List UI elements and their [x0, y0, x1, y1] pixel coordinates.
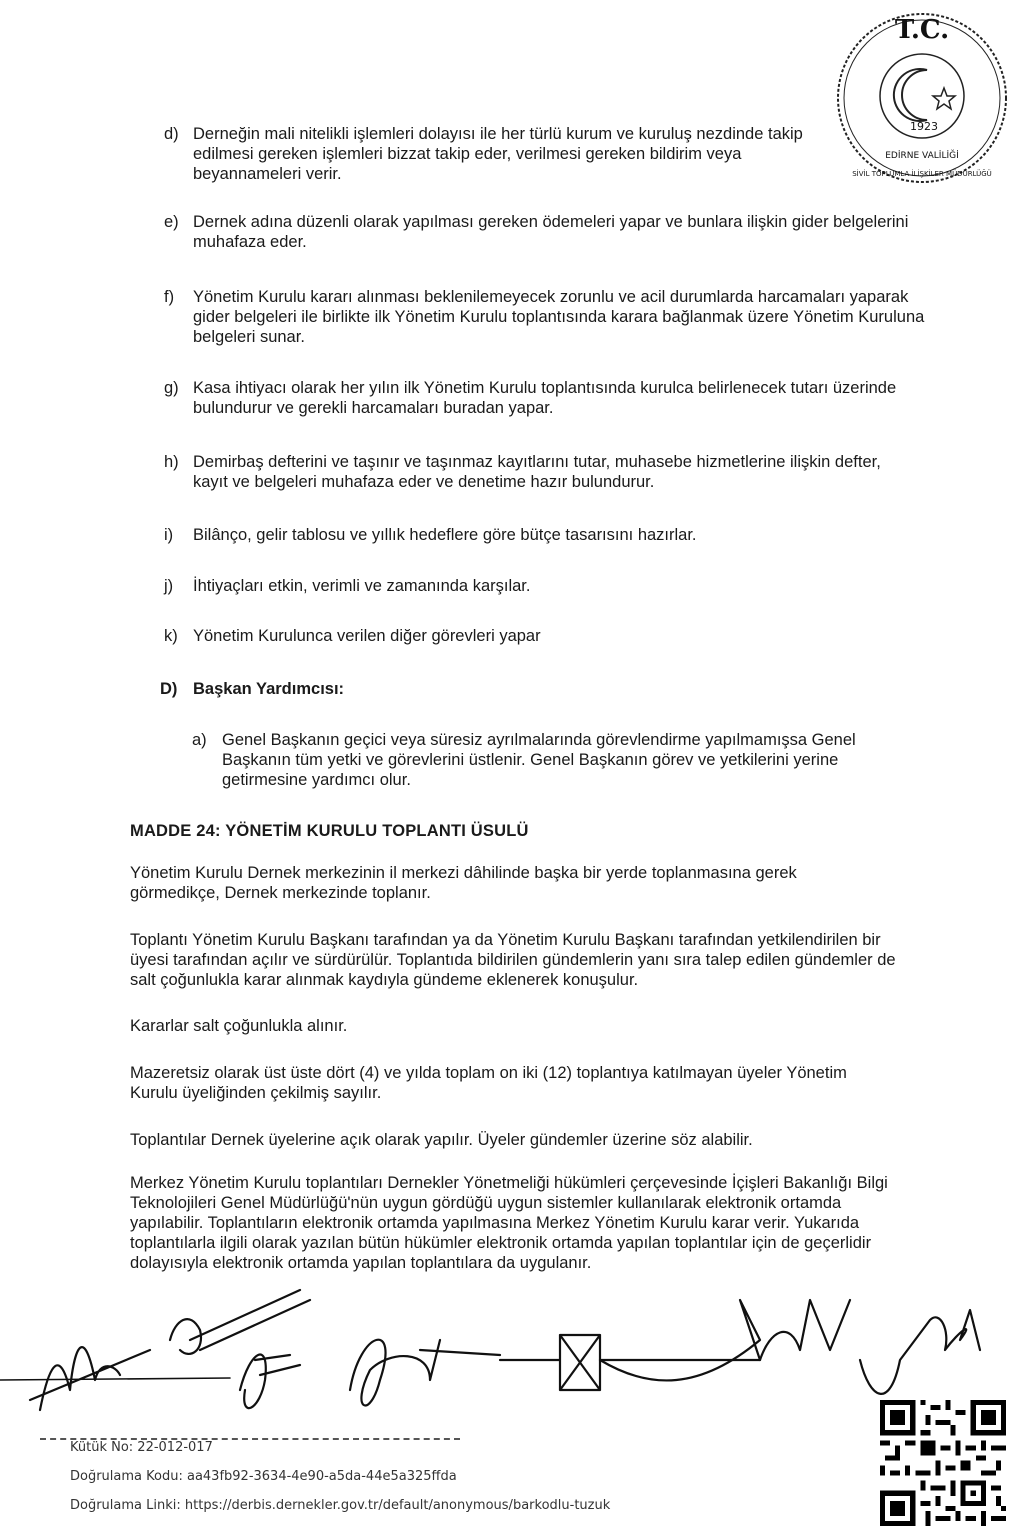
article-paragraph: Toplantı Yönetim Kurulu Başkanı tarafından ya da Yönetim Kurulu Başkanı tarafından yetkilendirilen bir üyesi tarafından açılır ve sürdürülür. Toplantıda bildirilen gündemlerin yanı sıra talep edilen gündemler de salt çoğunlukla karar alınmak kaydıyla gündeme eklenerek konuşulur.	[130, 931, 896, 989]
item-text: İhtiyaçları etkin, verimli ve zamanında karşılar.	[193, 577, 531, 595]
section-title: Başkan Yardımcısı:	[193, 680, 345, 698]
official-stamp	[832, 8, 1012, 188]
svg-text:SİVİL TOPLUMLA İLİŞKİLER MÜDÜR: SİVİL TOPLUMLA İLİŞKİLER MÜDÜRLÜĞÜ	[852, 170, 992, 178]
item-text: Genel Başkanın geçici veya süresiz ayrılmalarında görevlendirme yapılmamışsa Genel Başkanın tüm yetki ve görevlerini üstlenir. Genel Başkanın görev ve yetkilerini yerine getirmesine yardımcı olur.	[222, 731, 856, 789]
registry-number: Kütük No: 22-012-017	[70, 1440, 213, 1455]
item-label: g)	[164, 379, 179, 397]
item-text: Bilânço, gelir tablosu ve yıllık hedeflere göre bütçe tasarısını hazırlar.	[193, 526, 697, 544]
verification-code: Doğrulama Kodu: aa43fb92-3634-4e90-a5da-44e5a325ffda	[70, 1469, 457, 1484]
item-label: f)	[164, 288, 175, 306]
svg-text:EDİRNE VALİLİĞİ: EDİRNE VALİLİĞİ	[885, 151, 959, 161]
item-label: i)	[164, 526, 174, 544]
item-text: Demirbaş defterini ve taşınır ve taşınmaz kayıtlarını tutar, muhasebe hizmetlerine ilişkin defter, kayıt ve belgeleri muhafaza eder ve denetime hazır bulundurur.	[193, 453, 881, 491]
section-label: D)	[160, 680, 178, 698]
item-text: Dernek adına düzenli olarak yapılması gereken ödemeleri yapar ve bunlara ilişkin gider belgelerini muhafaza eder.	[193, 213, 909, 251]
item-text: Yönetim Kurulu kararı alınması beklenilemeyecek zorunlu ve acil durumlarda harcamaları yaparak gider belgeleri ile birlikte ilk Yönetim Kurulu toplantısında karara bağlanmak üzere Yönetim Kuruluna belgeleri sunar.	[193, 288, 925, 346]
item-label: j)	[164, 577, 174, 595]
signatures	[0, 1280, 1018, 1440]
item-label: a)	[192, 731, 207, 749]
qr-code	[880, 1400, 1006, 1526]
svg-text:T.C.: T.C.	[894, 15, 950, 45]
item-text: Derneğin mali nitelikli işlemleri dolayısı ile her türlü kurum ve kuruluş nezdinde takip edilmesi gereken işlemleri bizzat takip eder, verilmesi gereken bildirim veya beyannameleri verir.	[193, 125, 803, 183]
article-heading: MADDE 24: YÖNETİM KURULU TOPLANTI ÜSULÜ	[130, 822, 529, 840]
verification-link[interactable]: Doğrulama Linki: https://derbis.dernekler.gov.tr/default/anonymous/barkodlu-tuzuk	[70, 1498, 611, 1513]
svg-text:1923: 1923	[910, 120, 938, 133]
item-label: k)	[164, 627, 178, 645]
item-text: Yönetim Kurulunca verilen diğer görevleri yapar	[193, 627, 541, 645]
item-label: e)	[164, 213, 179, 231]
article-paragraph: Toplantılar Dernek üyelerine açık olarak yapılır. Üyeler gündemler üzerine söz alabilir.	[130, 1131, 753, 1149]
article-paragraph: Mazeretsiz olarak üst üste dört (4) ve yılda toplam on iki (12) toplantıya katılmayan üyeler Yönetim Kurulu üyeliğinden çekilmiş sayılır.	[130, 1064, 847, 1102]
item-label: d)	[164, 125, 179, 143]
article-paragraph: Yönetim Kurulu Dernek merkezinin il merkezi dâhilinde başka bir yerde toplanmasına gerek görmedikçe, Dernek merkezinde toplanır.	[130, 864, 797, 902]
item-label: h)	[164, 453, 179, 471]
item-text: Kasa ihtiyacı olarak her yılın ilk Yönetim Kurulu toplantısında kurulca belirlenecek tutarı üzerinde bulundurur ve gerekli harcamaları buradan yapar.	[193, 379, 897, 417]
article-paragraph: Kararlar salt çoğunlukla alınır.	[130, 1017, 348, 1035]
article-paragraph: Merkez Yönetim Kurulu toplantıları Dernekler Yönetmeliği hükümleri çerçevesinde İçişleri Bakanlığı Bilgi Teknolojileri Genel Müdürlüğü'nün uygun gördüğü uygun sistemler kullanılarak elektronik ortamda yapılabilir. Toplantıların elektronik ortamda yapılmasına Merkez Yönetim Kurulu karar verir. Yukarıda toplantılarla ilgili olarak yazılan bütün hükümler elektronik ortamda yapılan toplantılar için de geçerlidir dolayısıyla elektronik ortamda yapılan toplantılara da uygulanır.	[130, 1174, 888, 1272]
